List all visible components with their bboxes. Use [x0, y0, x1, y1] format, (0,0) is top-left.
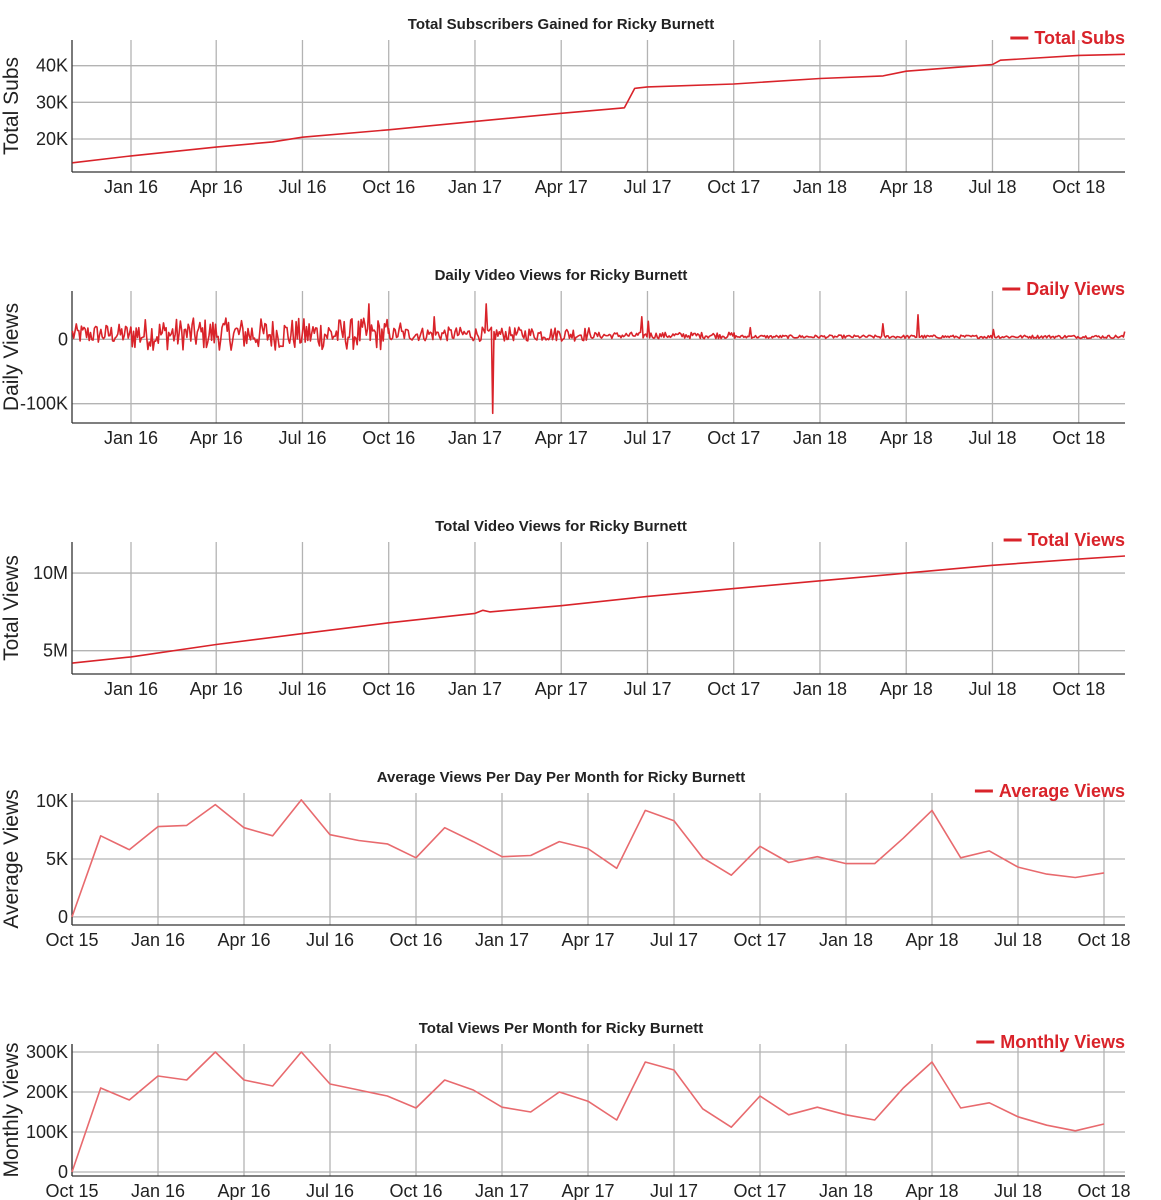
x-tick-label: Jan 18 [792, 177, 847, 197]
x-tick-label: Oct 18 [1052, 679, 1106, 699]
x-tick-label: Jan 18 [792, 679, 847, 699]
x-tick-label: Oct 18 [1052, 428, 1106, 448]
x-tick-label: Apr 17 [561, 930, 615, 950]
y-tick-label: 5K [45, 849, 68, 869]
y-axis-label: Total Subs [0, 56, 23, 156]
y-axis-label: Daily Views [0, 302, 23, 412]
chart-title: Average Views Per Day Per Month for Ricky Burnett [376, 769, 746, 786]
x-tick-label: Apr 17 [534, 428, 588, 448]
x-tick-label: Jul 17 [649, 930, 699, 950]
x-tick-label: Jul 18 [993, 1181, 1043, 1200]
total-subs-series-line [72, 54, 1125, 163]
x-tick-label: Oct 18 [1052, 177, 1106, 197]
x-tick-label: Jul 17 [623, 679, 672, 699]
x-tick-label: Apr 16 [217, 930, 271, 950]
x-tick-label: Jul 17 [623, 177, 672, 197]
y-tick-label: 0 [57, 329, 68, 350]
daily-views-series-line [72, 304, 1124, 413]
x-tick-label: Apr 16 [189, 428, 243, 448]
x-tick-label: Apr 18 [879, 428, 933, 448]
x-tick-label: Jan 17 [474, 1181, 530, 1200]
x-tick-label: Jan 16 [103, 177, 159, 197]
x-tick-label: Apr 16 [189, 177, 243, 197]
x-tick-label: Apr 17 [534, 679, 588, 699]
x-tick-label: Oct 17 [707, 177, 761, 197]
x-tick-label: Jan 17 [447, 428, 502, 448]
x-tick-label: Jan 16 [103, 428, 159, 448]
x-tick-label: Oct 16 [389, 930, 443, 950]
y-axis-label: Total Views [0, 555, 23, 661]
y-tick-label: 0 [57, 906, 68, 927]
y-axis-label: Monthly Views [0, 1042, 23, 1178]
x-tick-label: Apr 16 [217, 1181, 271, 1200]
x-tick-label: Oct 17 [707, 428, 761, 448]
y-axis-label: Average Views [0, 789, 23, 929]
x-tick-label: Oct 17 [733, 1181, 787, 1200]
legend-label: Total Subs [1034, 28, 1125, 48]
x-tick-label: Oct 17 [707, 679, 761, 699]
y-tick-label: 300K [25, 1042, 68, 1062]
x-tick-label: Jul 18 [968, 428, 1017, 448]
x-tick-label: Oct 16 [362, 428, 416, 448]
y-tick-label: 30K [35, 92, 68, 113]
x-tick-label: Oct 18 [1077, 1181, 1131, 1200]
x-tick-label: Jan 17 [474, 930, 530, 950]
x-tick-label: Oct 16 [362, 177, 416, 197]
y-tick-label: 5M [42, 640, 68, 661]
x-tick-label: Apr 18 [879, 679, 933, 699]
x-tick-label: Jan 16 [130, 930, 186, 950]
daily-views-chart [0, 267, 1125, 448]
x-tick-label: Jan 17 [447, 177, 502, 197]
x-tick-label: Oct 16 [362, 679, 416, 699]
legend-label: Monthly Views [1000, 1032, 1125, 1052]
x-tick-label: Jul 18 [993, 930, 1043, 950]
x-tick-label: Oct 17 [733, 930, 787, 950]
chart-title: Total Video Views for Ricky Burnett [435, 518, 687, 535]
total-views-series-line [72, 556, 1125, 663]
chart-title: Daily Video Views for Ricky Burnett [434, 267, 688, 284]
x-tick-label: Jul 16 [278, 177, 327, 197]
x-tick-label: Jan 16 [130, 1181, 186, 1200]
x-tick-label: Oct 15 [45, 930, 99, 950]
x-tick-label: Jul 16 [278, 428, 327, 448]
x-tick-label: Apr 18 [879, 177, 933, 197]
x-tick-label: Apr 16 [189, 679, 243, 699]
x-tick-label: Jul 16 [305, 930, 355, 950]
x-tick-label: Jan 16 [103, 679, 159, 699]
x-tick-label: Jul 18 [968, 679, 1017, 699]
x-tick-label: Jan 18 [818, 1181, 874, 1200]
y-tick-label: 20K [35, 129, 68, 149]
y-tick-label: -100K [19, 393, 68, 414]
y-tick-label: 0 [57, 1162, 68, 1182]
x-tick-label: Jan 18 [792, 428, 847, 448]
legend-label: Average Views [998, 781, 1125, 801]
y-tick-label: 100K [25, 1122, 68, 1142]
chart-title: Total Views Per Month for Ricky Burnett [418, 1020, 704, 1037]
y-tick-label: 200K [25, 1082, 68, 1102]
x-tick-label: Apr 17 [534, 177, 588, 197]
y-tick-label: 10K [35, 791, 68, 812]
x-tick-label: Oct 16 [389, 1181, 443, 1200]
monthly-views-chart [0, 1020, 1131, 1200]
x-tick-label: Jul 16 [278, 679, 327, 699]
chart-title: Total Subscribers Gained for Ricky Burnett [407, 16, 715, 33]
average-views-chart [0, 769, 1131, 950]
x-tick-label: Jul 17 [623, 428, 672, 448]
x-tick-label: Jan 18 [818, 930, 874, 950]
x-tick-label: Oct 15 [45, 1181, 99, 1200]
x-tick-label: Jul 16 [305, 1181, 355, 1200]
x-tick-label: Apr 17 [561, 1181, 615, 1200]
x-tick-label: Apr 18 [905, 930, 959, 950]
y-tick-label: 40K [35, 55, 68, 76]
total-subs-chart [0, 16, 1125, 197]
x-tick-label: Jan 17 [447, 679, 502, 699]
x-tick-label: Apr 18 [905, 1181, 959, 1200]
x-tick-label: Jul 17 [649, 1181, 699, 1200]
x-tick-label: Oct 18 [1077, 930, 1131, 950]
y-tick-label: 10M [32, 563, 68, 584]
x-tick-label: Jul 18 [968, 177, 1017, 197]
legend-label: Daily Views [1026, 279, 1125, 299]
legend-label: Total Views [1027, 530, 1125, 550]
total-views-chart [0, 518, 1125, 699]
